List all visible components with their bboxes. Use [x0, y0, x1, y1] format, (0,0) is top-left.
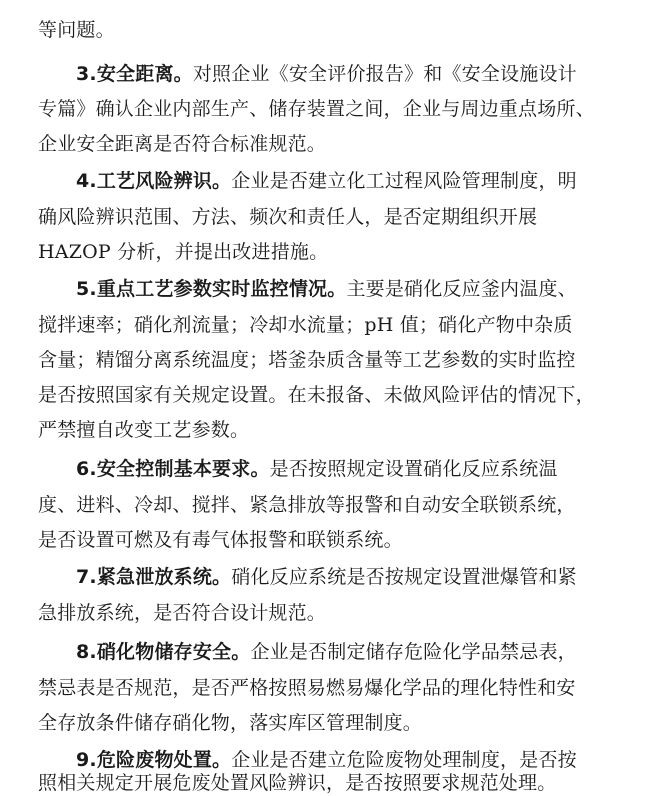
section-7-line-2 — [38, 601, 326, 625]
section-8-heading: 8.硝化物储存安全。 — [76, 641, 251, 663]
line-text: HAZOP 分析，并提出改进措施。 — [38, 241, 329, 263]
line-text: 含量；精馏分离系统温度；塔釜杂质含量等工艺参数的实时监控 — [38, 349, 576, 371]
section-8-line-3 — [38, 711, 422, 735]
line-text: 企业是否建立化工过程风险管理制度，明 — [231, 170, 577, 192]
text-line-continuation — [38, 18, 115, 42]
section-4-heading: 4.工艺风险辨识。 — [76, 170, 232, 192]
line-text: 专篇》确认企业内部生产、储存装置之间，企业与周边重点场所、 — [38, 98, 595, 120]
line-text: 搅拌速率；硝化剂流量；冷却水流量；pH 值；硝化产物中杂质 — [38, 314, 573, 336]
section-5-line-3 — [38, 348, 576, 372]
section-5-line-4 — [38, 383, 595, 407]
line-text: 严禁擅自改变工艺参数。 — [38, 419, 250, 441]
line-text: 对照企业《安全评价报告》和《安全设施设计 — [192, 63, 577, 85]
section-3-line-1 — [76, 62, 577, 86]
line-text: 全存放条件储存硝化物，落实库区管理制度。 — [38, 712, 423, 734]
line-text: 企业是否制定储存危险化学品禁忌表， — [250, 641, 577, 663]
line-text: 是否设置可燃及有毒气体报警和联锁系统。 — [38, 529, 403, 551]
section-3-heading: 3.安全距离。 — [76, 63, 193, 85]
section-5-heading: 5.重点工艺参数实时监控情况。 — [76, 278, 347, 300]
line-text: 禁忌表是否规范，是否严格按照易燃易爆化学品的理化特性和安 — [38, 677, 576, 699]
section-7-heading: 7.紧急泄放系统。 — [76, 566, 232, 588]
section-6-line-3 — [38, 528, 403, 552]
section-4-line-3 — [38, 240, 328, 264]
line-text: 企业安全距离是否符合标准规范。 — [38, 133, 327, 155]
section-9-heading: 9.危险废物处置。 — [76, 749, 232, 771]
line-text: 照相关规定开展危废处置风险辨识，是否按照要求规范处理。 — [38, 772, 557, 794]
line-text: 确风险辨识范围、方法、频次和责任人，是否定期组织开展 — [38, 206, 538, 228]
section-9-line-1 — [76, 748, 577, 772]
line-text: 是否按照国家有关规定设置。在未报备、未做风险评估的情况下， — [38, 384, 595, 406]
section-3-line-2 — [38, 97, 595, 121]
section-6-line-2 — [38, 493, 576, 517]
section-4-line-1 — [76, 169, 577, 193]
line-text: 是否按照规定设置硝化反应系统温 — [269, 458, 558, 480]
line-text: 急排放系统，是否符合设计规范。 — [38, 602, 327, 624]
section-9-line-2 — [38, 771, 556, 795]
section-3-line-3 — [38, 132, 326, 156]
line-text: 等问题。 — [38, 19, 115, 41]
section-7-line-1 — [76, 565, 577, 589]
line-text: 企业是否建立危险废物处理制度，是否按 — [231, 749, 577, 771]
section-5-line-5 — [38, 418, 249, 442]
section-5-line-1 — [76, 277, 577, 301]
line-text: 硝化反应系统是否按规定设置泄爆管和紧 — [231, 566, 577, 588]
section-8-line-1 — [76, 640, 577, 664]
section-4-line-2 — [38, 205, 537, 229]
line-text: 度、进料、冷却、搅拌、紧急排放等报警和自动安全联锁系统， — [38, 494, 576, 516]
section-5-line-2 — [38, 313, 573, 337]
line-text: 主要是硝化反应釜内温度、 — [346, 278, 577, 300]
section-8-line-2 — [38, 676, 576, 700]
section-6-line-1 — [76, 457, 558, 481]
section-6-heading: 6.安全控制基本要求。 — [76, 458, 270, 480]
